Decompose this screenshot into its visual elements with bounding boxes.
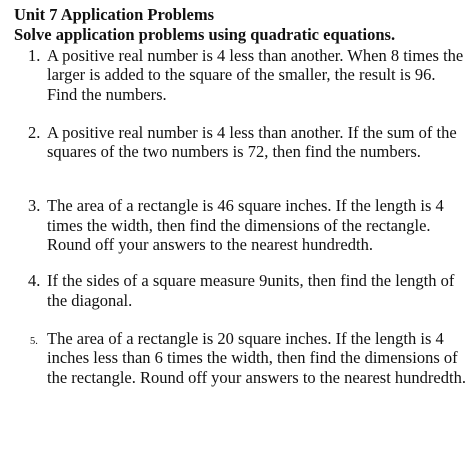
problem-2: [14, 123, 469, 162]
problem-3-text: The area of a rectangle is 46 square inches. If the length is 4 times the width, then find the dimensions of the rectangle. Round off your answers to the nearest hundredth.: [47, 196, 444, 255]
problem-list: [14, 46, 469, 387]
problem-3: [14, 196, 469, 254]
problem-3-number: 3.: [28, 196, 41, 216]
problem-1-text: A positive real number is 4 less than another. When 8 times the larger is added to the square of the smaller, the result is 96. Find the numbers.: [47, 46, 464, 104]
worksheet-subtitle: Solve application problems using quadratic equations.: [14, 25, 396, 44]
problem-5-number: 5.: [30, 335, 38, 347]
problem-5-text: The area of a rectangle is 20 square inches. If the length is 4 inches less than 6 times the width, then find the dimensions of the rectangle. Round off your answers to the nearest hundredth.: [47, 328, 466, 387]
problem-4-number: 4.: [28, 271, 41, 291]
problem-4: [14, 271, 469, 310]
problem-5: [14, 329, 469, 387]
problem-1: [14, 46, 469, 104]
problem-4-text: If the sides of a square measure 9units, then find the length of the diagonal.: [47, 271, 455, 310]
worksheet-title: Unit 7 Application Problems: [14, 5, 215, 24]
problem-2-text: A positive real number is 4 less than another. If the sum of the squares of the two numbers is 72, then find the numbers.: [47, 122, 457, 162]
problem-2-number: 2.: [28, 122, 41, 142]
worksheet: [14, 5, 469, 387]
problem-1-number: 1.: [28, 46, 41, 65]
